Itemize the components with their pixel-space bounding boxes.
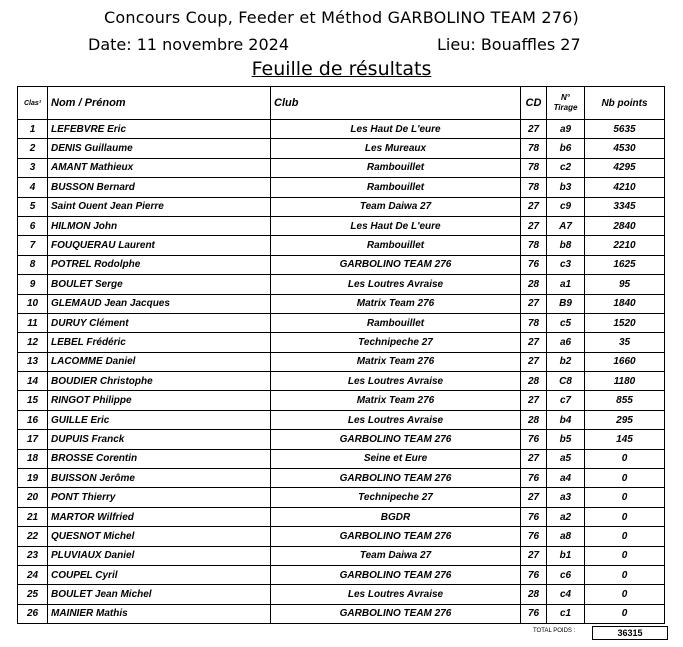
tirage-cell: c5 [547,313,585,332]
name-cell: MAINIER Mathis [48,604,271,623]
cd-cell: 27 [521,391,547,410]
tirage-cell: b2 [547,352,585,371]
event-place: Lieu: Bouaffles 27 [437,35,581,54]
column-header-clas: Clas¹ [18,87,48,120]
points-cell: 4530 [585,139,665,158]
document-title: Concours Coup, Feeder et Méthod GARBOLINO TEAM 276) [104,8,579,27]
table-row [18,449,665,468]
tirage-cell: c2 [547,158,585,177]
points-cell: 5635 [585,120,665,139]
name-cell: Saint Ouent Jean Pierre [48,197,271,216]
table-row [18,430,665,449]
tirage-cell: a8 [547,527,585,546]
club-cell: Rambouillet [271,158,521,177]
club-cell: Les Loutres Avraise [271,372,521,391]
points-cell: 0 [585,527,665,546]
club-cell: GARBOLINO TEAM 276 [271,527,521,546]
name-cell: BOULET Jean Michel [48,585,271,604]
name-cell: BUISSON Jerôme [48,469,271,488]
tirage-cell: a4 [547,469,585,488]
name-cell: BROSSE Corentin [48,449,271,468]
name-cell: QUESNOT Michel [48,527,271,546]
club-cell: Team Daiwa 27 [271,546,521,565]
rank-cell: 17 [18,430,48,449]
tirage-cell: c6 [547,565,585,584]
table-row [18,139,665,158]
rank-cell: 7 [18,236,48,255]
points-cell: 1520 [585,313,665,332]
club-cell: Les Loutres Avraise [271,410,521,429]
cd-cell: 78 [521,236,547,255]
name-cell: PONT Thierry [48,488,271,507]
tirage-cell: c1 [547,604,585,623]
rank-cell: 24 [18,565,48,584]
tirage-cell: b1 [547,546,585,565]
club-cell: Les Haut De L'eure [271,216,521,235]
points-cell: 3345 [585,197,665,216]
tirage-cell: a6 [547,333,585,352]
table-row [18,527,665,546]
table-row [18,178,665,197]
results-table [17,86,665,624]
club-cell: Rambouillet [271,313,521,332]
column-header-points: Nb points [585,87,665,120]
cd-cell: 27 [521,488,547,507]
cd-cell: 28 [521,372,547,391]
points-cell: 0 [585,546,665,565]
club-cell: Technipeche 27 [271,488,521,507]
cd-cell: 76 [521,430,547,449]
cd-cell: 76 [521,469,547,488]
rank-cell: 11 [18,313,48,332]
table-header-row [18,87,665,120]
cd-cell: 78 [521,158,547,177]
tirage-cell: c7 [547,391,585,410]
rank-cell: 18 [18,449,48,468]
sheet-title: Feuille de résultats [251,58,432,80]
points-cell: 145 [585,430,665,449]
name-cell: POTREL Rodolphe [48,255,271,274]
rank-cell: 14 [18,372,48,391]
table-row [18,391,665,410]
cd-cell: 27 [521,197,547,216]
club-cell: Seine et Eure [271,449,521,468]
table-row [18,294,665,313]
name-cell: LEFEBVRE Eric [48,120,271,139]
table-row [18,313,665,332]
name-cell: LEBEL Frédéric [48,333,271,352]
name-cell: BOUDIER Christophe [48,372,271,391]
name-cell: AMANT Mathieux [48,158,271,177]
cd-cell: 78 [521,139,547,158]
total-value: 36315 [592,626,668,640]
club-cell: GARBOLINO TEAM 276 [271,430,521,449]
tirage-cell: a1 [547,275,585,294]
points-cell: 4210 [585,178,665,197]
tirage-cell: b6 [547,139,585,158]
club-cell: GARBOLINO TEAM 276 [271,469,521,488]
rank-cell: 1 [18,120,48,139]
club-cell: GARBOLINO TEAM 276 [271,604,521,623]
club-cell: GARBOLINO TEAM 276 [271,565,521,584]
points-cell: 2840 [585,216,665,235]
column-header-tirage [547,87,585,120]
name-cell: COUPEL Cyril [48,565,271,584]
rank-cell: 21 [18,507,48,526]
name-cell: HILMON John [48,216,271,235]
column-header-club: Club [271,87,521,120]
rank-cell: 3 [18,158,48,177]
cd-cell: 76 [521,507,547,526]
table-row [18,488,665,507]
cd-cell: 27 [521,294,547,313]
name-cell: GUILLE Eric [48,410,271,429]
club-cell: Les Loutres Avraise [271,275,521,294]
cd-cell: 28 [521,410,547,429]
name-cell: MARTOR Wilfried [48,507,271,526]
name-cell: FOUQUERAU Laurent [48,236,271,255]
club-cell: Matrix Team 276 [271,352,521,371]
rank-cell: 5 [18,197,48,216]
rank-cell: 9 [18,275,48,294]
club-cell: Team Daiwa 27 [271,197,521,216]
rank-cell: 20 [18,488,48,507]
event-date: Date: 11 novembre 2024 [88,35,290,54]
rank-cell: 8 [18,255,48,274]
tirage-cell: c3 [547,255,585,274]
tirage-cell: a5 [547,449,585,468]
club-cell: Les Loutres Avraise [271,585,521,604]
rank-cell: 22 [18,527,48,546]
club-cell: Technipeche 27 [271,333,521,352]
tirage-cell: b8 [547,236,585,255]
rank-cell: 23 [18,546,48,565]
cd-cell: 28 [521,585,547,604]
tirage-cell: b3 [547,178,585,197]
points-cell: 0 [585,449,665,468]
rank-cell: 25 [18,585,48,604]
club-cell: Matrix Team 276 [271,294,521,313]
table-row [18,604,665,623]
cd-cell: 27 [521,120,547,139]
points-cell: 295 [585,410,665,429]
table-row [18,372,665,391]
points-cell: 0 [585,604,665,623]
club-cell: Les Haut De L'eure [271,120,521,139]
points-cell: 35 [585,333,665,352]
tirage-cell: C8 [547,372,585,391]
club-cell: Rambouillet [271,236,521,255]
cd-cell: 28 [521,275,547,294]
name-cell: BOULET Serge [48,275,271,294]
tirage-cell: c4 [547,585,585,604]
name-cell: LACOMME Daniel [48,352,271,371]
tirage-cell: a2 [547,507,585,526]
table-row [18,275,665,294]
tirage-cell: a3 [547,488,585,507]
club-cell: Matrix Team 276 [271,391,521,410]
table-row [18,352,665,371]
club-cell: Rambouillet [271,178,521,197]
points-cell: 4295 [585,158,665,177]
name-cell: BUSSON Bernard [48,178,271,197]
total-label: TOTAL POIDS : [533,628,576,634]
table-row [18,197,665,216]
table-row [18,585,665,604]
cd-cell: 76 [521,604,547,623]
name-cell: DENIS Guillaume [48,139,271,158]
points-cell: 855 [585,391,665,410]
rank-cell: 16 [18,410,48,429]
table-row [18,255,665,274]
points-cell: 2210 [585,236,665,255]
column-header-name: Nom / Prénom [48,87,271,120]
club-cell: Les Mureaux [271,139,521,158]
table-row [18,546,665,565]
club-cell: BGDR [271,507,521,526]
table-row [18,410,665,429]
club-cell: GARBOLINO TEAM 276 [271,255,521,274]
points-cell: 1180 [585,372,665,391]
cd-cell: 78 [521,178,547,197]
rank-cell: 19 [18,469,48,488]
tirage-cell: B9 [547,294,585,313]
points-cell: 0 [585,565,665,584]
tirage-cell: a9 [547,120,585,139]
rank-cell: 10 [18,294,48,313]
table-row [18,120,665,139]
points-cell: 1840 [585,294,665,313]
points-cell: 1660 [585,352,665,371]
table-row [18,469,665,488]
name-cell: GLEMAUD Jean Jacques [48,294,271,313]
cd-cell: 78 [521,313,547,332]
cd-cell: 76 [521,565,547,584]
tirage-cell: b4 [547,410,585,429]
table-row [18,158,665,177]
name-cell: RINGOT Philippe [48,391,271,410]
column-header-cd: CD [521,87,547,120]
name-cell: DURUY Clément [48,313,271,332]
points-cell: 0 [585,469,665,488]
rank-cell: 12 [18,333,48,352]
rank-cell: 4 [18,178,48,197]
points-cell: 95 [585,275,665,294]
cd-cell: 76 [521,527,547,546]
cd-cell: 76 [521,255,547,274]
tirage-cell: c9 [547,197,585,216]
table-row [18,236,665,255]
points-cell: 0 [585,585,665,604]
table-row [18,565,665,584]
cd-cell: 27 [521,449,547,468]
table-row [18,507,665,526]
tirage-header-line1: N° [561,93,570,102]
points-cell: 1625 [585,255,665,274]
points-cell: 0 [585,488,665,507]
tirage-header-line2: Tirage [553,103,578,112]
name-cell: DUPUIS Franck [48,430,271,449]
tirage-cell: b5 [547,430,585,449]
rank-cell: 15 [18,391,48,410]
cd-cell: 27 [521,352,547,371]
table-row [18,333,665,352]
cd-cell: 27 [521,546,547,565]
points-cell: 0 [585,507,665,526]
name-cell: PLUVIAUX Daniel [48,546,271,565]
rank-cell: 13 [18,352,48,371]
tirage-cell: A7 [547,216,585,235]
cd-cell: 27 [521,333,547,352]
rank-cell: 2 [18,139,48,158]
cd-cell: 27 [521,216,547,235]
rank-cell: 26 [18,604,48,623]
table-row [18,216,665,235]
rank-cell: 6 [18,216,48,235]
